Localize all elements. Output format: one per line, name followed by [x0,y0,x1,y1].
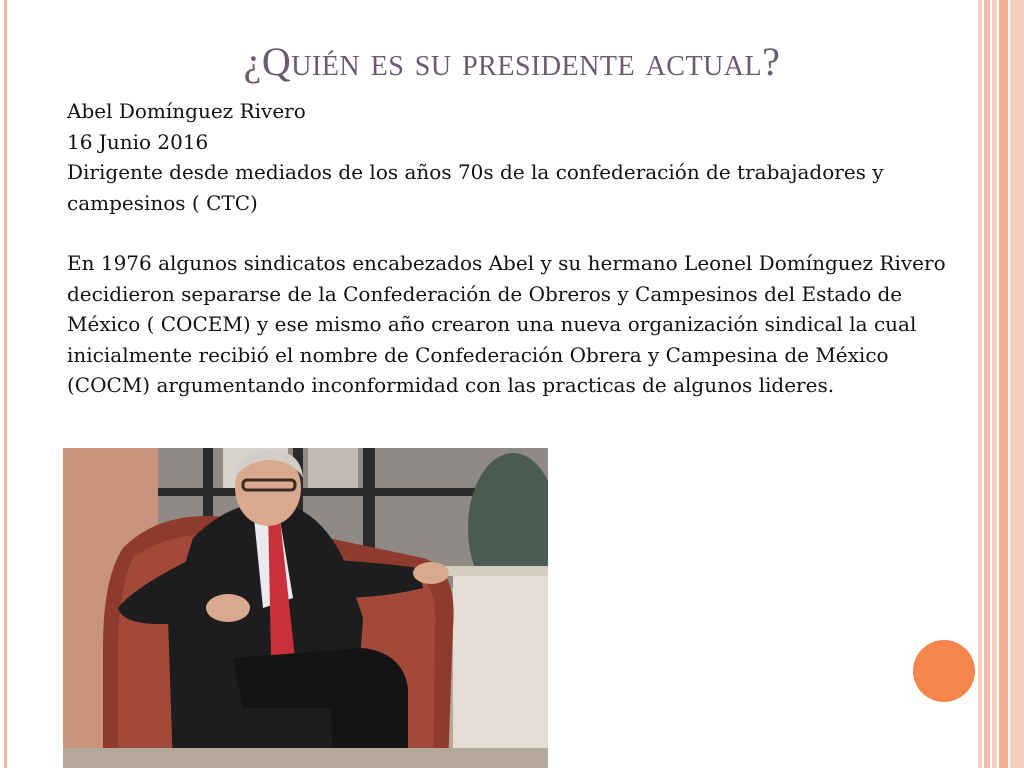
role-line: Dirigente desde mediados de los años 70s de la confederación de trabajadores y campesinos ( CTC) [67,160,884,215]
right-stripe [992,0,997,768]
right-stripe [999,0,1008,768]
slide-title: ¿Quién es su presidente actual? [243,39,781,84]
date-line: 16 Junio 2016 [67,129,209,154]
history-paragraph: En 1976 algunos sindicatos encabezados Abel y su hermano Leonel Domínguez Rivero decidieron separarse de la Confederación de Obreros y Campesinos del Estado de México ( COCEM) y ese mismo año crearon una nueva organización sindical la cual inicialmente recibió el nombre de Confederación Obrera y Campesina de México (COCM) argumentando inconformidad con las practicas de algunos lideres. [67,251,946,397]
right-stripe [1010,0,1024,768]
decorative-orange-circle [913,640,975,702]
slide-body [67,96,967,401]
photo-icon [63,448,548,768]
left-border [4,0,7,768]
paragraph-spacer [67,218,967,248]
person-name: Abel Domínguez Rivero [67,99,306,123]
right-stripe [978,0,982,768]
right-stripe [984,0,990,768]
portrait-photo [63,448,548,768]
